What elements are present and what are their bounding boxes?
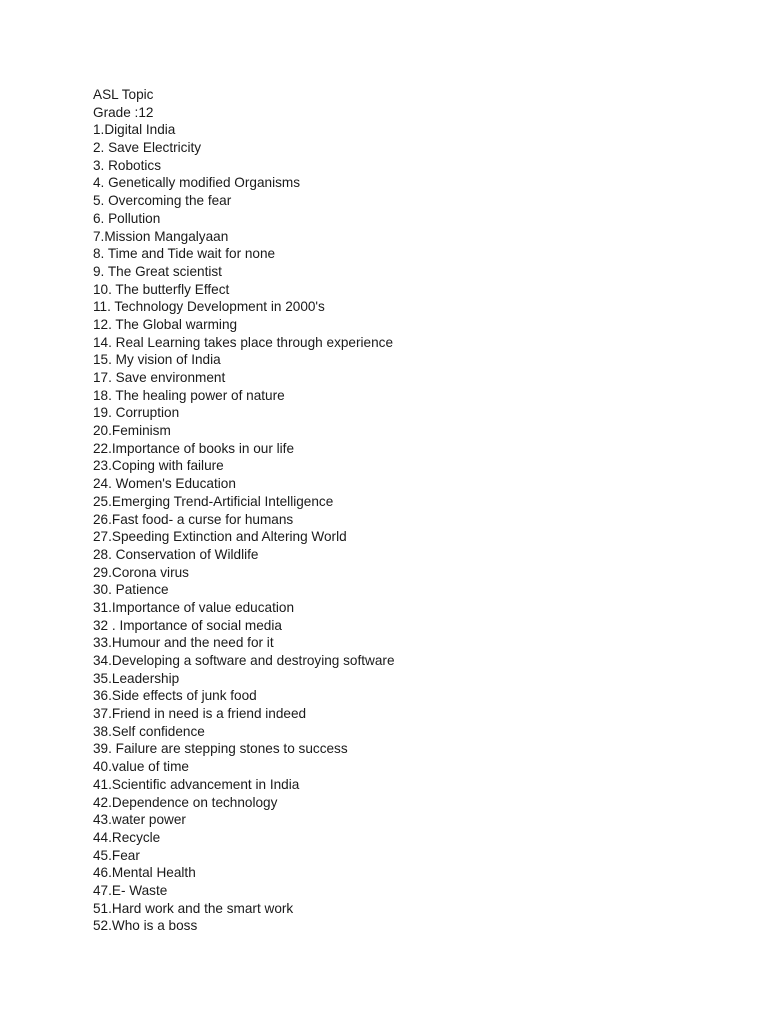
topic-item: 4. Genetically modified Organisms — [93, 175, 301, 191]
topic-item: 38.Self confidence — [93, 723, 205, 739]
topic-item: 2. Save Electricity — [93, 140, 202, 156]
document-title: ASL Topic — [93, 87, 154, 102]
topic-item: 15. My vision of India — [93, 352, 221, 368]
document-page — [93, 86, 733, 935]
topic-item: 19. Corruption — [93, 405, 180, 421]
topic-item: 10. The butterfly Effect — [93, 281, 230, 297]
topic-item: 32 . Importance of social media — [93, 617, 282, 633]
topic-item: 29.Corona virus — [93, 564, 189, 580]
topic-item: 24. Women's Education — [93, 476, 236, 492]
topic-item: 39. Failure are stepping stones to success — [93, 741, 348, 757]
topic-item: 44.Recycle — [93, 829, 161, 845]
topic-item: 33.Humour and the need for it — [93, 635, 274, 651]
topic-item: 7.Mission Mangalyaan — [93, 228, 229, 244]
topic-item: 43.water power — [93, 812, 186, 828]
topic-list — [93, 121, 733, 935]
topic-item: 34.Developing a software and destroying software — [93, 653, 395, 668]
topic-item: 8. Time and Tide wait for none — [93, 246, 276, 262]
topic-item: 9. The Great scientist — [93, 263, 222, 279]
topic-item: 17. Save environment — [93, 370, 226, 385]
topic-item: 41.Scientific advancement in India — [93, 776, 300, 792]
topic-item: 40.value of time — [93, 759, 189, 775]
topic-item: 20.Feminism — [93, 423, 171, 439]
topic-item: 45.Fear — [93, 847, 140, 863]
topic-item: 51.Hard work and the smart work — [93, 900, 294, 916]
topic-item: 6. Pollution — [93, 210, 161, 226]
topic-item: 12. The Global warming — [93, 316, 238, 332]
topic-item: 36.Side effects of junk food — [93, 688, 257, 704]
topic-item: 27.Speeding Extinction and Altering World — [93, 529, 347, 545]
grade-label: Grade :12 — [93, 104, 154, 120]
topic-item: 26.Fast food- a curse for humans — [93, 511, 294, 527]
topic-item: 47.E- Waste — [93, 882, 168, 898]
topic-item: 35.Leadership — [93, 670, 180, 686]
topic-item: 37.Friend in need is a friend indeed — [93, 706, 307, 722]
topic-item: 52.Who is a boss — [93, 918, 198, 934]
topic-item: 28. Conservation of Wildlife — [93, 546, 259, 562]
topic-item: 25.Emerging Trend-Artificial Intelligence — [93, 493, 334, 509]
topic-item: 3. Robotics — [93, 157, 162, 173]
topic-item: 23.Coping with failure — [93, 458, 224, 474]
topic-item: 18. The healing power of nature — [93, 387, 285, 403]
topic-item: 14. Real Learning takes place through experience — [93, 334, 394, 350]
topic-item: 1.Digital India — [93, 122, 176, 138]
topic-item: 22.Importance of books in our life — [93, 440, 294, 456]
topic-item: 42.Dependence on technology — [93, 794, 278, 810]
topic-item: 11. Technology Development in 2000's — [93, 299, 325, 315]
topic-item: 31.Importance of value education — [93, 599, 295, 615]
topic-item: 30. Patience — [93, 582, 169, 598]
topic-item: 46.Mental Health — [93, 865, 196, 881]
topic-item: 5. Overcoming the fear — [93, 193, 232, 209]
